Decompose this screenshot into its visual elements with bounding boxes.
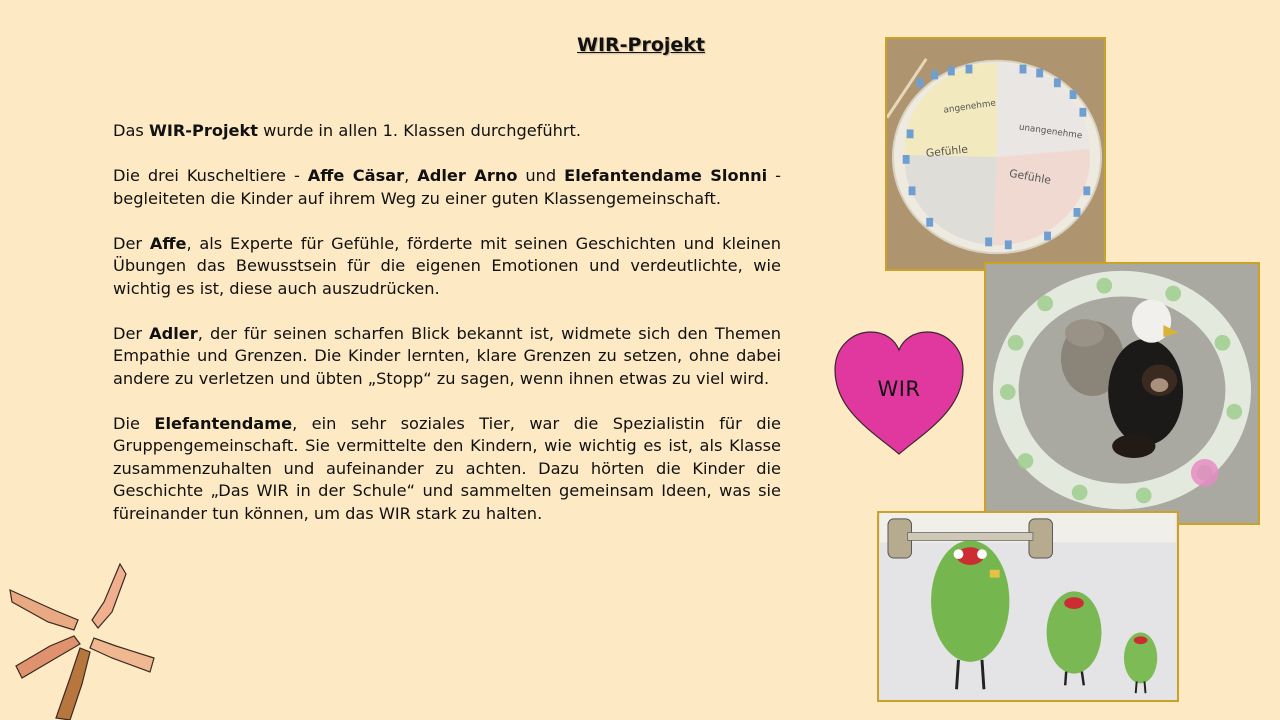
plush-animals-photo	[984, 262, 1260, 525]
wheel-label-feelings-left: Gefühle	[925, 142, 969, 160]
joined-hands-icon	[8, 562, 158, 720]
monsters-photo	[877, 511, 1179, 702]
text-run: Der	[113, 233, 150, 253]
wheel-label-feelings-right: Gefühle	[1008, 166, 1052, 187]
bold-text: WIR-Projekt	[148, 121, 259, 140]
text-run: Die drei Kuscheltiere -	[113, 166, 308, 185]
text-run: ,	[404, 166, 418, 185]
bold-text: Adler Arno	[417, 166, 518, 185]
heart-label: WIR	[877, 377, 921, 401]
wheel-label-unpleasant: unangenehme	[1018, 122, 1083, 142]
paragraph-3	[113, 233, 781, 301]
wheel-label-pleasant: angenehme	[942, 98, 997, 116]
text-run: , als Experte für Gefühle, förderte mit seinen Geschichten und kleinen Übungen das Bewusstsein für die eigenen Emotionen und verdeutlichte, wie wichtig es ist, diese auch auszudrücken.	[113, 233, 781, 298]
text-run: Die	[113, 413, 155, 433]
paragraph-1	[113, 120, 781, 143]
paragraph-5	[113, 413, 781, 526]
text-run: - begleiteten die Kinder auf ihrem Weg zu einer guten Klassengemeinschaft.	[113, 166, 781, 208]
paragraph-4	[113, 323, 781, 391]
bold-text: Elefantendame Slonni	[564, 166, 768, 185]
feelings-wheel-illustration	[887, 39, 1104, 269]
plush-animals-illustration	[986, 264, 1258, 523]
feelings-wheel-photo	[885, 37, 1106, 271]
text-run: wurde in allen 1. Klassen durchgeführt.	[258, 121, 582, 140]
slide-title: WIR-Projekt	[577, 34, 706, 56]
monsters-illustration	[879, 513, 1177, 700]
paragraph-2	[113, 165, 781, 210]
text-run: und	[517, 166, 565, 185]
bold-text: Adler	[149, 323, 198, 343]
text-run: , der für seinen scharfen Blick bekannt ist, widmete sich den Themen Empathie und Grenzen. Die Kinder lernten, klare Grenzen zu setzen, ohne dabei andere zu verletzen und übten „Stopp“ zu sagen, wenn ihnen etwas zu viel wird.	[113, 323, 781, 388]
text-body	[113, 120, 781, 548]
bold-text: Elefantendame	[154, 413, 293, 433]
bold-text: Affe Cäsar	[307, 166, 405, 185]
bold-text: Affe	[149, 233, 187, 253]
text-run: , ein sehr soziales Tier, war die Spezialistin für die Gruppengemeinschaft. Sie vermittelte den Kindern, wie wichtig es ist, als Klasse zusammenzuhalten und aufeinander zu achten. Dazu hörten die Kinder die Geschichte „Das WIR in der Schule“ und sammelten gemeinsam Ideen, was sie füreinander tun können, um das WIR stark zu halten.	[113, 413, 781, 523]
text-run: Das	[113, 121, 149, 140]
text-run: Der	[113, 323, 150, 343]
